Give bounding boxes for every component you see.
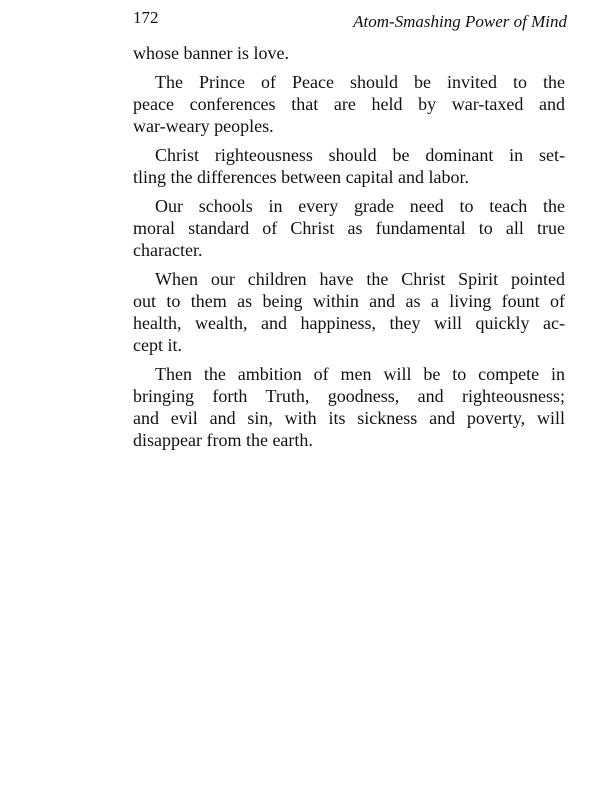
text-line: Our schools in every grade need to teach the: [155, 196, 565, 216]
paragraph: [133, 363, 565, 451]
text-line: Christ righteousness should be dominant in set-: [155, 145, 565, 165]
text-line: peace conferences that are held by war-taxed and: [133, 94, 565, 114]
text-line: disappear from the earth.: [133, 430, 313, 450]
text-line: whose banner is love.: [133, 43, 289, 63]
text-line: out to them as being within and as a living fount of: [133, 291, 565, 311]
paragraph: [133, 71, 565, 137]
text-line: character.: [133, 240, 203, 260]
text-line: Then the ambition of men will be to compete in: [155, 364, 565, 384]
text-line: health, wealth, and happiness, they will quickly ac-: [133, 313, 565, 333]
text-line: moral standard of Christ as fundamental to all true: [133, 218, 565, 238]
paragraph: [133, 42, 565, 64]
page-number: 172: [133, 8, 159, 27]
text-line: bringing forth Truth, goodness, and righteousness;: [133, 386, 565, 406]
paragraph: [133, 144, 565, 188]
text-line: war-weary peoples.: [133, 116, 274, 136]
text-line: and evil and sin, with its sickness and poverty, will: [133, 408, 565, 428]
paragraph: [133, 268, 565, 356]
page-body: [133, 42, 565, 458]
text-line: The Prince of Peace should be invited to the: [155, 72, 565, 92]
text-line: tling the differences between capital and labor.: [133, 167, 470, 187]
paragraph: [133, 195, 565, 261]
text-line: cept it.: [133, 335, 182, 355]
text-line: When our children have the Christ Spirit pointed: [155, 269, 565, 289]
running-title: Atom-Smashing Power of Mind: [353, 12, 567, 31]
